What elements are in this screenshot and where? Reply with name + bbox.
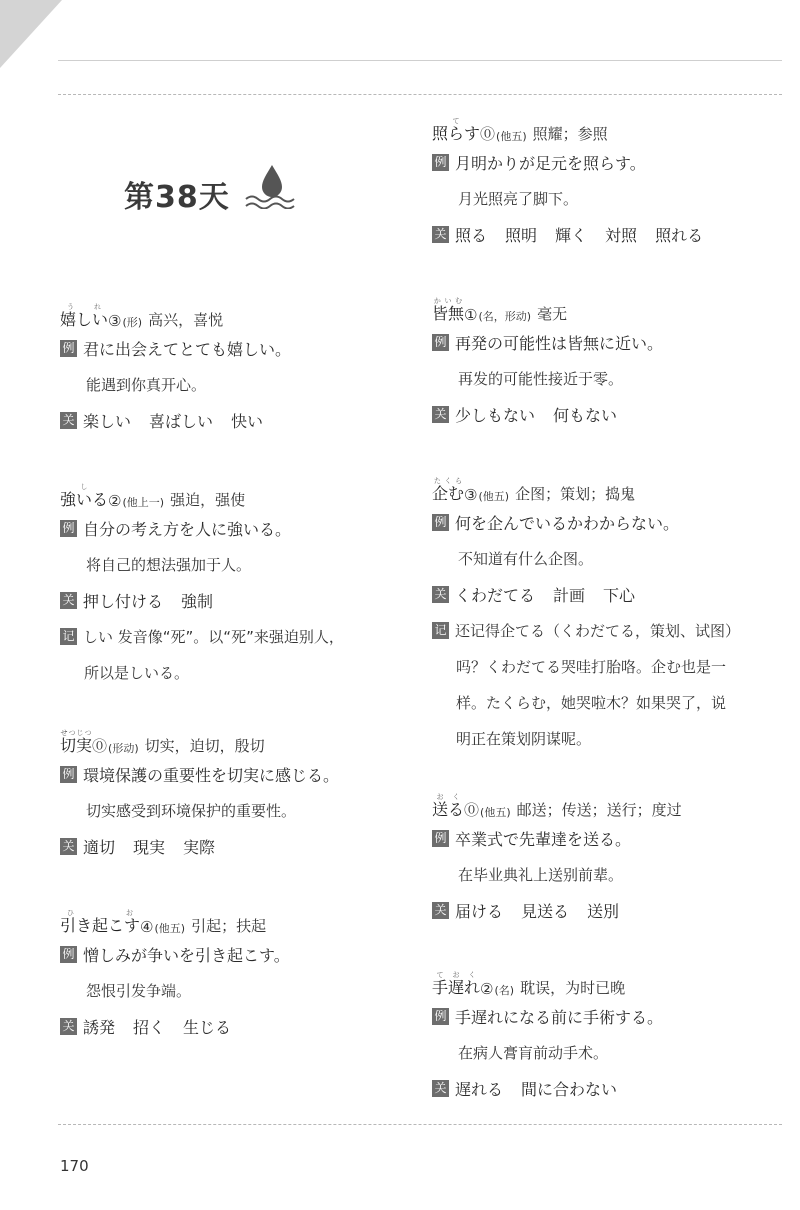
meaning: 强迫，强使 (170, 491, 246, 509)
accent-mark: ④ (140, 918, 154, 936)
example-line (432, 504, 777, 540)
headword: 企むたくら (432, 477, 465, 503)
example-sentence: 卒業式で先輩達を送る。 (455, 829, 632, 849)
translation-line (432, 180, 777, 216)
related-word: 喜ばしい (149, 411, 214, 431)
entry-headline (432, 472, 777, 504)
example-line (60, 756, 405, 792)
related-badge: 关 (60, 412, 77, 429)
bottom-dashed-divider (58, 1124, 782, 1125)
example-badge: 例 (60, 520, 77, 537)
related-word: 対照 (605, 225, 638, 245)
headword: 手遅れておく (432, 971, 481, 997)
part-of-speech: (他五) (480, 806, 511, 819)
memo-line (432, 720, 777, 756)
entry-teokure (432, 966, 777, 1106)
related-words (455, 899, 619, 922)
page-corner-decoration (0, 0, 62, 68)
memo-text: 所以是しいる。 (84, 663, 190, 682)
accent-mark: ⓪ (480, 125, 496, 143)
meaning: 照耀；参照 (532, 125, 608, 143)
related-word: 照明 (505, 225, 538, 245)
example-sentence: 月明かりが足元を照らす。 (455, 153, 646, 173)
related-word: 照る (455, 225, 488, 245)
translation: 月光照亮了脚下。 (458, 189, 579, 208)
entry-ureshii (60, 298, 405, 438)
related-word: 計画 (553, 585, 586, 605)
related-word: 何もない (553, 405, 618, 425)
related-word: 見送る (521, 901, 570, 921)
example-line (60, 510, 405, 546)
entry-okuru (432, 788, 777, 928)
related-line (432, 396, 777, 432)
example-line (432, 998, 777, 1034)
related-word: 押し付ける (83, 591, 164, 611)
entry-headline (432, 112, 777, 144)
related-word: 適切 (83, 837, 116, 857)
translation: 切实感受到环境保护的重要性。 (86, 801, 297, 820)
example-sentence: 憎しみが争いを引き起こす。 (83, 945, 290, 965)
entry-headline (60, 904, 405, 936)
example-badge: 例 (60, 340, 77, 357)
entry-hikiokosu (60, 904, 405, 1044)
translation-line (432, 856, 777, 892)
example-line (432, 324, 777, 360)
related-words (455, 583, 635, 606)
memo-text: しい 发音像“死”。以“死”来强迫别人， (83, 627, 344, 646)
related-badge: 关 (60, 1018, 77, 1035)
translation-line (60, 366, 405, 402)
example-line (432, 820, 777, 856)
example-badge: 例 (432, 1008, 449, 1025)
example-sentence: 自分の考え方を人に強いる。 (83, 519, 292, 539)
related-word: 届ける (455, 901, 504, 921)
related-words (83, 835, 215, 858)
related-word: 少しもない (455, 405, 536, 425)
memo-line (432, 612, 777, 648)
example-sentence: 君に出会えてとても嬉しい。 (83, 339, 292, 359)
related-words (455, 1077, 617, 1100)
meaning: 邮送；传送；送行；度过 (516, 801, 682, 819)
entry-terasu (432, 112, 777, 252)
example-badge: 例 (60, 766, 77, 783)
headword: 強いるし (60, 483, 109, 509)
related-word: 遅れる (455, 1079, 504, 1099)
part-of-speech: (他五) (496, 130, 527, 143)
related-word: 招く (133, 1017, 166, 1037)
accent-mark: ② (480, 980, 494, 998)
related-word: 現実 (133, 837, 166, 857)
example-badge: 例 (432, 334, 449, 351)
example-badge: 例 (432, 154, 449, 171)
related-line (60, 1008, 405, 1044)
related-word: 強制 (181, 591, 214, 611)
entry-kaimu (432, 292, 777, 432)
example-badge: 例 (432, 830, 449, 847)
translation: 再发的可能性接近于零。 (458, 369, 624, 388)
part-of-speech: (形动) (108, 742, 139, 755)
translation-line (60, 792, 405, 828)
part-of-speech: (他五) (154, 922, 186, 935)
related-badge: 关 (60, 838, 77, 855)
part-of-speech: (名，形动) (478, 310, 532, 323)
part-of-speech: (他五) (478, 490, 510, 503)
related-word: 誘発 (83, 1017, 116, 1037)
related-badge: 关 (432, 1080, 449, 1097)
example-line (60, 936, 405, 972)
related-line (60, 582, 405, 618)
translation-line (60, 546, 405, 582)
memo-text: 还记得企てる（くわだてる，策划、试图） (455, 621, 741, 640)
related-words (83, 409, 263, 432)
related-word: 快い (231, 411, 264, 431)
entry-headline (432, 788, 777, 820)
headword: 嬉しいうれ (60, 303, 109, 329)
page-number: 170 (60, 1157, 89, 1175)
related-line (432, 576, 777, 612)
related-line (432, 892, 777, 928)
headword: 送るおく (432, 793, 465, 819)
related-word: くわだてる (455, 585, 536, 605)
related-words (455, 403, 617, 426)
entry-headline (60, 298, 405, 330)
meaning: 切实，迫切，殷切 (144, 737, 265, 755)
entry-takuramu (432, 472, 777, 756)
related-words (83, 589, 213, 612)
related-badge: 关 (432, 406, 449, 423)
headword: 引き起こすひ お (60, 909, 141, 935)
example-line (60, 330, 405, 366)
example-sentence: 環境保護の重要性を切実に感じる。 (83, 765, 340, 785)
example-badge: 例 (432, 514, 449, 531)
translation-line (432, 1034, 777, 1070)
related-line (432, 216, 777, 252)
translation: 将自己的想法强加于人。 (86, 555, 252, 574)
translation-line (60, 972, 405, 1008)
example-sentence: 再発の可能性は皆無に近い。 (455, 333, 664, 353)
accent-mark: ⓪ (464, 801, 480, 819)
translation: 怨恨引发争端。 (86, 981, 192, 1000)
accent-mark: ③ (108, 312, 122, 330)
related-line (60, 402, 405, 438)
headword: 皆無かいむ (432, 297, 465, 323)
translation-line (432, 540, 777, 576)
top-dashed-divider (58, 94, 782, 95)
related-badge: 关 (60, 592, 77, 609)
water-drop-icon (242, 163, 302, 209)
memo-badge: 记 (432, 622, 449, 639)
meaning: 企图；策划；捣鬼 (515, 485, 636, 503)
example-badge: 例 (60, 946, 77, 963)
related-badge: 关 (432, 586, 449, 603)
related-word: 楽しい (83, 411, 132, 431)
part-of-speech: (形) (122, 316, 143, 329)
accent-mark: ⓪ (92, 737, 108, 755)
entry-headline (60, 724, 405, 756)
related-line (432, 1070, 777, 1106)
memo-line (60, 618, 405, 654)
page-title: 第38天 (124, 180, 230, 215)
translation: 在病人膏肓前动手术。 (458, 1043, 609, 1062)
memo-line (432, 684, 777, 720)
related-word: 生じる (183, 1017, 232, 1037)
entry-shiiru (60, 478, 405, 690)
part-of-speech: (名) (494, 984, 515, 997)
memo-text: 吗？くわだてる哭哇打胎咯。企む也是一 (456, 657, 727, 676)
translation: 不知道有什么企图。 (458, 549, 594, 568)
meaning: 耽误，为时已晚 (520, 979, 626, 997)
memo-badge: 记 (60, 628, 77, 645)
example-line (432, 144, 777, 180)
related-word: 実際 (183, 837, 216, 857)
translation: 在毕业典礼上送别前辈。 (458, 865, 624, 884)
related-word: 輝く (555, 225, 588, 245)
related-word: 送別 (587, 901, 620, 921)
example-sentence: 手遅れになる前に手術する。 (455, 1007, 664, 1027)
meaning: 高兴，喜悦 (148, 311, 224, 329)
memo-line (60, 654, 405, 690)
entry-setsujitsu (60, 724, 405, 864)
related-badge: 关 (432, 226, 449, 243)
related-words (455, 223, 703, 246)
related-word: 照れる (655, 225, 704, 245)
headword: 切実せつじつ (60, 729, 93, 755)
memo-line (432, 648, 777, 684)
memo-text: 明正在策划阴谋呢。 (456, 729, 592, 748)
related-badge: 关 (432, 902, 449, 919)
related-line (60, 828, 405, 864)
example-sentence: 何を企んでいるかわからない。 (455, 513, 680, 533)
header-rule (58, 60, 782, 61)
accent-mark: ③ (464, 486, 478, 504)
entry-headline (432, 292, 777, 324)
memo-text: 样。たくらむ，她哭啦木？如果哭了，说 (456, 693, 727, 712)
headword: 照らすて (432, 117, 481, 143)
meaning: 毫无 (537, 305, 568, 323)
related-word: 間に合わない (521, 1079, 618, 1099)
accent-mark: ① (464, 306, 478, 324)
related-word: 下心 (603, 585, 636, 605)
translation: 能遇到你真开心。 (86, 375, 207, 394)
meaning: 引起；扶起 (191, 917, 267, 935)
entry-headline (60, 478, 405, 510)
related-words (83, 1015, 231, 1038)
part-of-speech: (他上一) (122, 496, 165, 509)
accent-mark: ② (108, 492, 122, 510)
translation-line (432, 360, 777, 396)
entry-headline (432, 966, 777, 998)
day-title (124, 172, 302, 216)
